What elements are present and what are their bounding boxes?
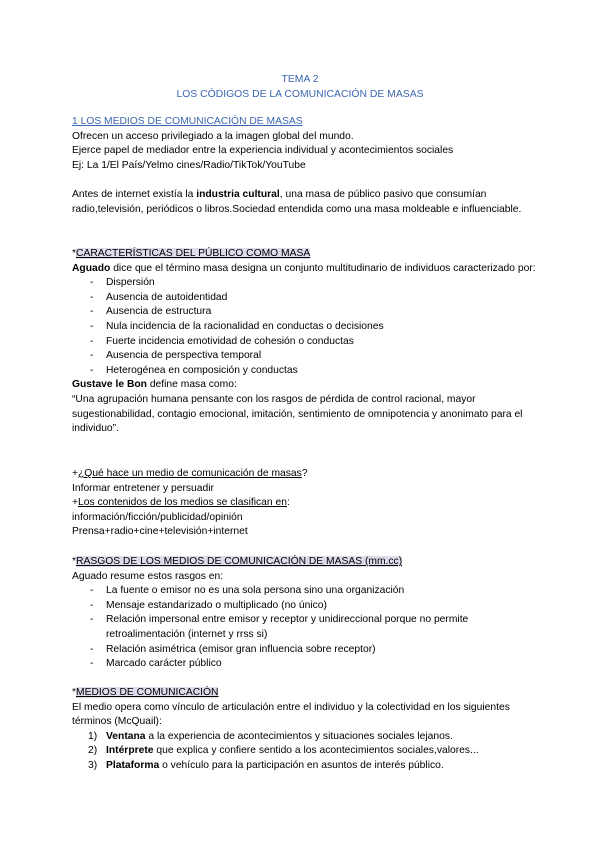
paragraph-line: Ej: La 1/El País/Yelmo cines/Radio/TikTok/YouTube (72, 159, 306, 171)
star-marker: * (72, 248, 77, 259)
list-item: - Ausencia de estructura (72, 305, 537, 320)
list-item: - Relación impersonal entre emisor y receptor y unidireccional porque no permite retroalimentación (internet y rrss si) (72, 613, 537, 642)
doc-title-line1: TEMA 2 (281, 74, 319, 85)
text-run: o vehículo para la participación en asuntos de interés público. (159, 759, 444, 771)
section-heading: RASGOS DE LOS MEDIOS DE COMUNICACIÓN DE MASAS (mm.cc) (76, 556, 403, 567)
paragraph-industria-cultural (72, 188, 537, 217)
punctuation: ? (301, 468, 308, 479)
section-heading-row (72, 686, 537, 701)
bold-term: Ventana (106, 730, 146, 742)
list-item: - Mensaje estandarizado o multiplicado (no único) (72, 599, 537, 614)
star-marker: * (72, 556, 77, 567)
contents-row (72, 496, 537, 511)
punctuation: : (286, 497, 290, 509)
list-item: - Relación asimétrica (emisor gran influencia sobre receptor) (72, 643, 537, 658)
paragraph (72, 378, 537, 393)
plus-marker: + (72, 497, 79, 509)
star-marker: * (72, 687, 77, 698)
dash-list (72, 276, 537, 378)
contents-text: Los contenidos de los medios se clasifican en (78, 497, 287, 509)
list-item: - Heterogénea en composición y conductas (72, 364, 537, 379)
numbered-list (72, 730, 537, 774)
author-name: Aguado (72, 262, 111, 274)
section-heading: 1 LOS MEDIOS DE COMUNICACIÓN DE MASAS (72, 116, 303, 127)
list-item: - Dispersión (72, 276, 537, 291)
section-heading: MEDIOS DE COMUNICACIÓN (76, 687, 219, 698)
paragraph (72, 262, 537, 277)
text-run: dice que el término masa designa un conjunto multitudinario de individuos caracterizado por: (110, 262, 536, 274)
section-caracteristicas (72, 247, 537, 437)
paragraph: El medio opera como vínculo de articulación entre el individuo y la colectividad en los siguientes términos (McQuail): (72, 701, 510, 728)
list-item: - Ausencia de autoidentidad (72, 291, 537, 306)
bold-term: Plataforma (106, 759, 160, 771)
paragraph-line: Aguado resume estos rasgos en: (72, 570, 224, 582)
paragraph-line: Ofrecen un acceso privilegiado a la imagen global del mundo. (72, 130, 354, 142)
item-number: 2) (88, 745, 98, 757)
list-item: - Ausencia de perspectiva temporal (72, 349, 537, 364)
plus-marker: + (72, 468, 79, 479)
author-name: Gustave le Bon (72, 379, 147, 391)
list-item (72, 759, 537, 774)
section-heading: CARACTERÍSTICAS DEL PÚBLICO COMO MASA (76, 248, 311, 259)
question-text: ¿Qué hace un medio de comunicación de masas (78, 468, 302, 479)
list-item (72, 744, 537, 759)
list-item: - Marcado carácter público (72, 657, 537, 672)
text-run: Antes de internet existía la (72, 189, 197, 200)
doc-title-line2: LOS CÓDIGOS DE LA COMUNICACIÓN DE MASAS (176, 89, 424, 100)
bold-term: industria cultural (196, 189, 280, 200)
bold-term: Intérprete (106, 745, 154, 757)
text-run: , una masa de público pasivo que consumían radio,televisión, periódicos o libros.Sociedad entendida como una masa moldeable e influenciable. (72, 189, 522, 215)
section-rasgos (72, 555, 537, 672)
question-row (72, 467, 537, 482)
section-medios (72, 115, 537, 173)
list-item: - La fuente o emisor no es una sola persona sino una organización (72, 584, 537, 599)
section-heading-row (72, 555, 537, 570)
paragraph-line: Informar entretener y persuadir (72, 482, 214, 494)
item-number: 3) (88, 759, 98, 771)
paragraph-line: Ejerce papel de mediador entre la experiencia individual y acontecimientos sociales (72, 145, 454, 157)
dash-list (72, 584, 537, 672)
list-item (72, 730, 537, 745)
list-item: - Nula incidencia de la racionalidad en conductas o decisiones (72, 320, 537, 335)
paragraph-line: Prensa+radio+cine+televisión+internet (72, 526, 248, 538)
list-item: - Fuerte incidencia emotividad de cohesión o conductas (72, 335, 537, 350)
text-run: que explica y confiere sentido a los acontecimientos sociales,valores... (153, 745, 479, 757)
text-run: a la experiencia de acontecimientos y situaciones sociales lejanos. (145, 730, 453, 742)
section-que-hace (72, 467, 537, 540)
paragraph-line: información/ficción/publicidad/opinión (72, 511, 243, 523)
item-number: 1) (88, 730, 98, 742)
section-medios-comunicacion (72, 686, 537, 774)
paragraph (72, 188, 537, 217)
text-run: define masa como: (146, 379, 237, 391)
section-heading-row (72, 247, 537, 262)
quote: “Una agrupación humana pensante con los rasgos de pérdida de control racional, mayor sugestionabilidad, contagio emocional, imitación, sentimiento de omnipotencia y anonimato para el individuo”. (72, 393, 523, 435)
